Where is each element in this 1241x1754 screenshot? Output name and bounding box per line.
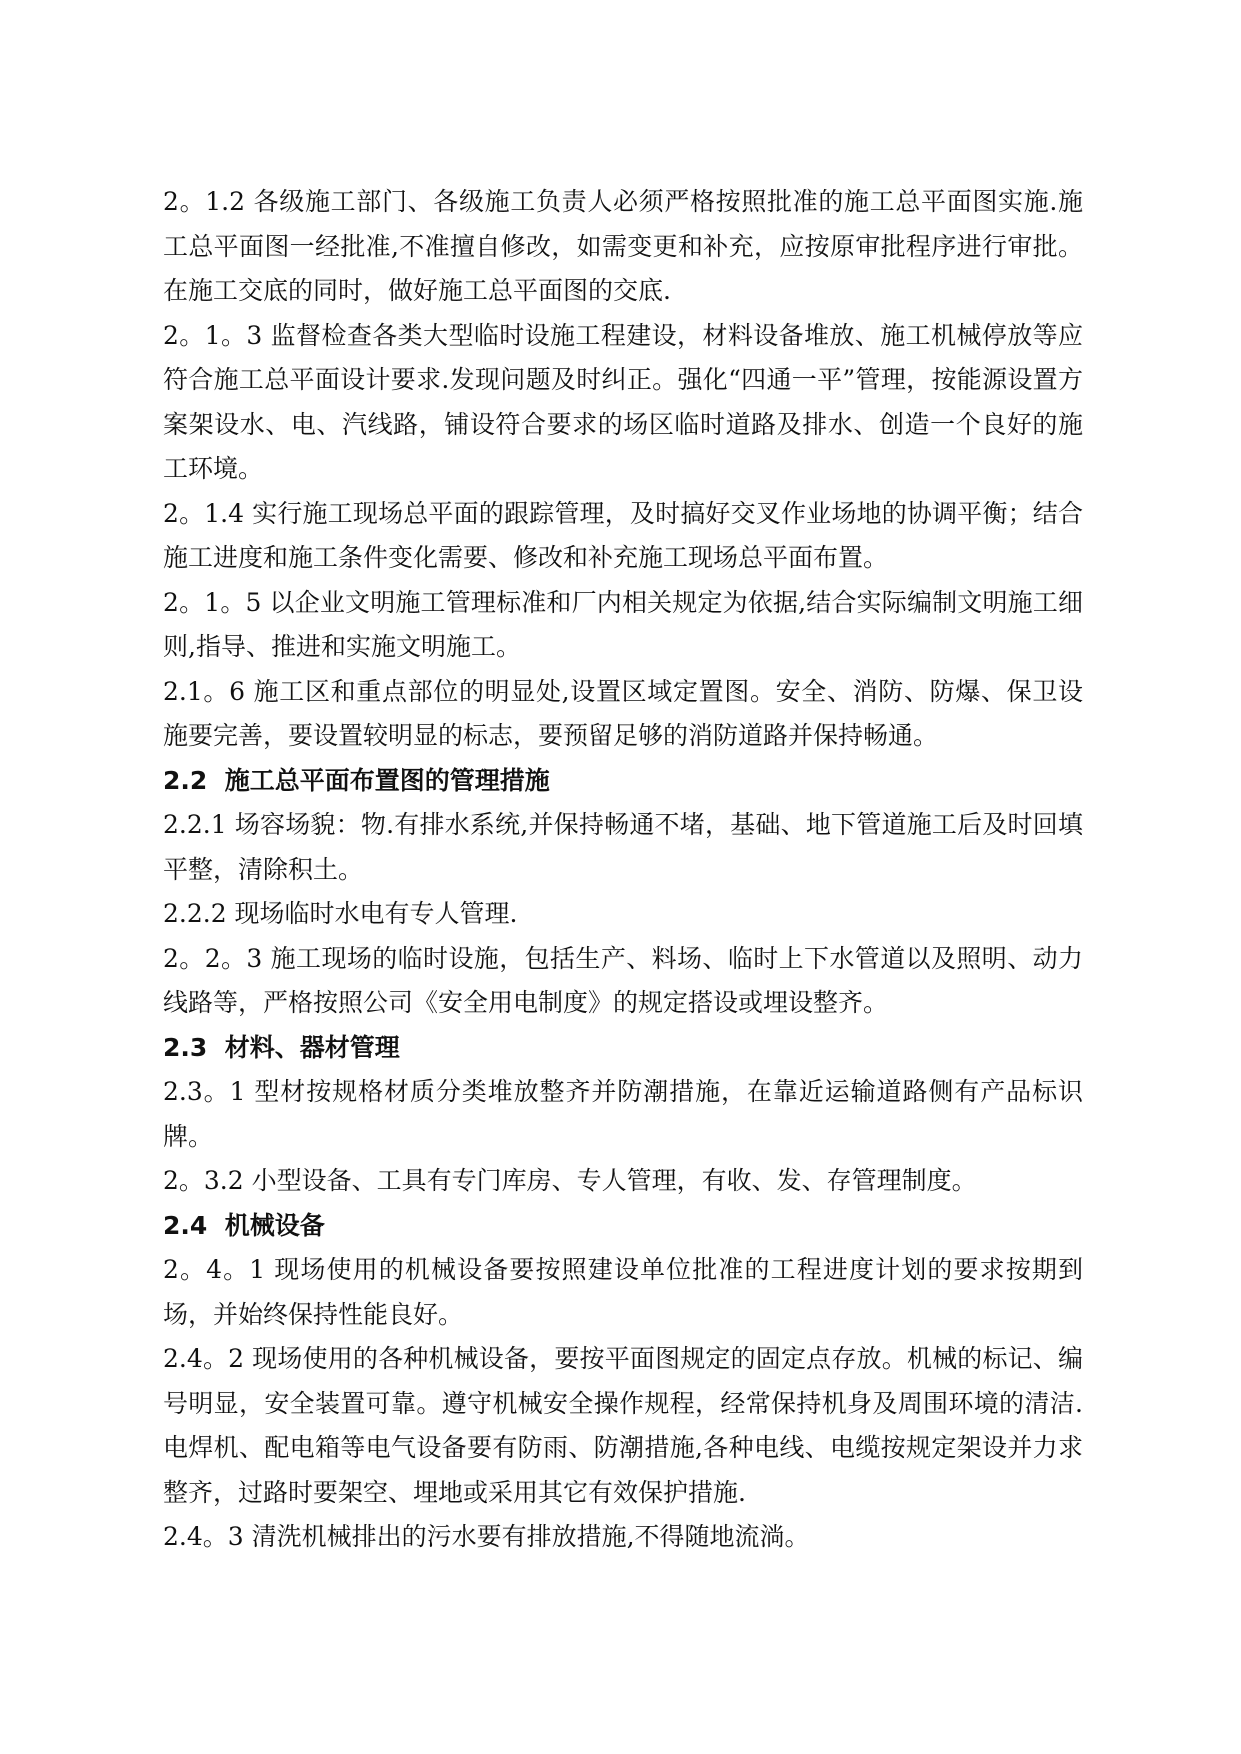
- para-2-4-1: 2。4。1 现场使用的机械设备要按照建设单位批准的工程进度计划的要求按期到场，并始终保持性能良好。: [163, 1255, 1083, 1329]
- heading-2-3: 2.3 材料、器材管理: [163, 1032, 400, 1062]
- para-2-1-4: 2。1.4 实行施工现场总平面的跟踪管理，及时搞好交叉作业场地的协调平衡；结合施工进度和施工条件变化需要、修改和补充施工现场总平面布置。: [163, 498, 1083, 572]
- heading-2-4: 2.4 机械设备: [163, 1210, 325, 1240]
- para-2-2-1: 2.2.1 场容场貌：物.有排水系统,并保持畅通不堵，基础、地下管道施工后及时回填平整，清除积土。: [163, 810, 1083, 884]
- para-2-4-3: 2.4。3 清洗机械排出的污水要有排放措施,不得随地流淌。: [163, 1522, 810, 1551]
- para-2-4-2: 2.4。2 现场使用的各种机械设备，要按平面图规定的固定点存放。机械的标记、编号明显，安全装置可靠。遵守机械安全操作规程，经常保持机身及周围环境的清洁.电焊机、配电箱等电气设备要有防雨、防潮措施,各种电线、电缆按规定架设并力求整齐，过路时要架空、埋地或采用其它有效保护措施.: [163, 1344, 1083, 1507]
- para-2-1-2: 2。1.2 各级施工部门、各级施工负责人必须严格按照批准的施工总平面图实施.施工总平面图一经批准,不准擅自修改，如需变更和补充，应按原审批程序进行审批。在施工交底的同时，做好施工总平面图的交底.: [163, 187, 1083, 305]
- heading-2-2: 2.2 施工总平面布置图的管理措施: [163, 765, 550, 795]
- para-2-2-2: 2.2.2 现场临时水电有专人管理.: [163, 899, 518, 928]
- para-2-3-1: 2.3。1 型材按规格材质分类堆放整齐并防潮措施，在靠近运输道路侧有产品标识牌。: [163, 1077, 1083, 1151]
- para-2-3-2: 2。3.2 小型设备、工具有专门库房、专人管理，有收、发、存管理制度。: [163, 1166, 977, 1195]
- para-2-2-3: 2。2。3 施工现场的临时设施，包括生产、料场、临时上下水管道以及照明、动力线路等，严格按照公司《安全用电制度》的规定搭设或埋设整齐。: [163, 943, 1083, 1017]
- document-body: [163, 180, 1083, 1560]
- para-2-1-3: 2。1。3 监督检查各类大型临时设施工程建设，材料设备堆放、施工机械停放等应符合施工总平面设计要求.发现问题及时纠正。强化“四通一平”管理，按能源设置方案架设水、电、汽线路，铺设符合要求的场区临时道路及排水、创造一个良好的施工环境。: [163, 320, 1083, 483]
- para-2-1-5: 2。1。5 以企业文明施工管理标准和厂内相关规定为依据,结合实际编制文明施工细则,指导、推进和实施文明施工。: [163, 587, 1083, 661]
- para-2-1-6: 2.1。6 施工区和重点部位的明显处,设置区域定置图。安全、消防、防爆、保卫设施要完善，要设置较明显的标志，要预留足够的消防道路并保持畅通。: [163, 676, 1083, 750]
